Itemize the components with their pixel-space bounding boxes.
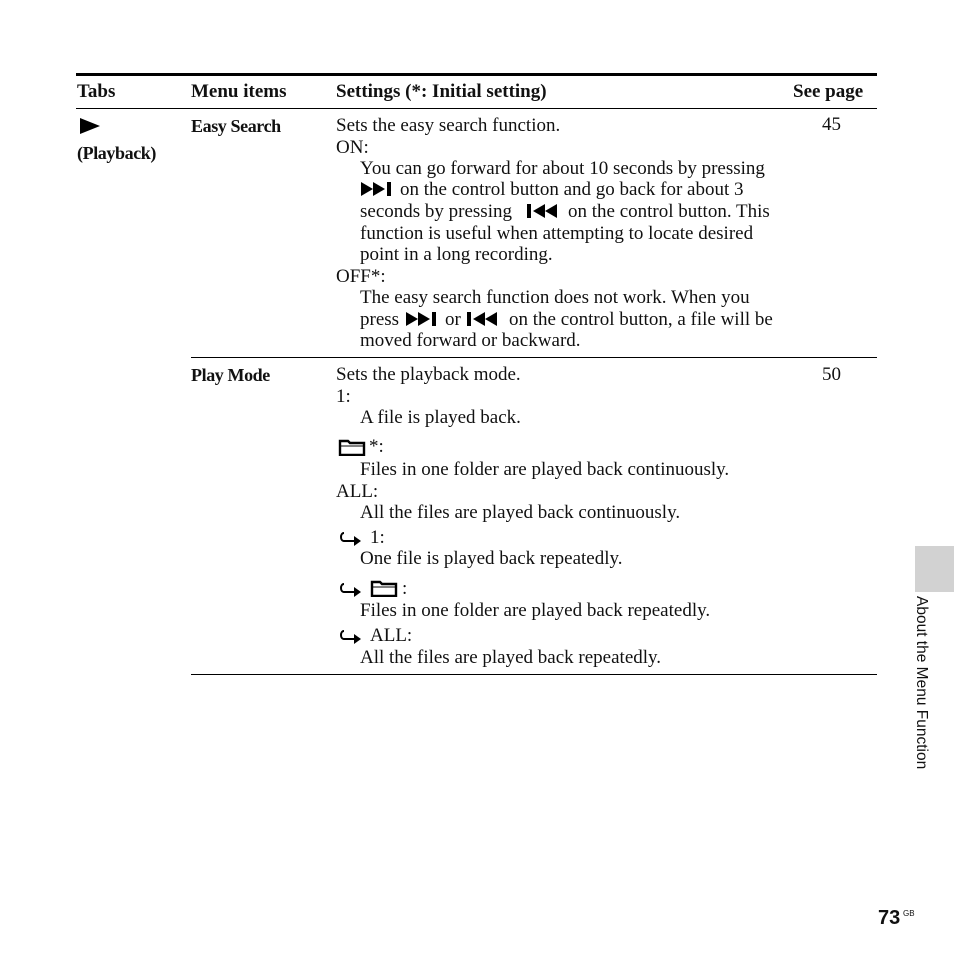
- easy-search-on-line-3b: on the control button. This: [568, 201, 770, 222]
- header-bottom-rule: [76, 108, 877, 109]
- menu-item-play-mode: Play Mode: [191, 365, 270, 385]
- header-settings: Settings (*: Initial setting): [336, 81, 547, 102]
- page-number: 73: [878, 907, 901, 929]
- easy-search-on-line-3a: seconds by pressing: [360, 201, 512, 222]
- tab-label-playback: (Playback): [77, 143, 156, 163]
- row-divider-rule: [191, 357, 877, 358]
- play-mode-option-label: ALL:: [370, 625, 413, 646]
- previous-track-icon: [467, 312, 501, 326]
- easy-search-on-label: ON:: [336, 137, 369, 158]
- easy-search-off-line-1: The easy search function does not work. When you: [360, 287, 750, 308]
- play-mode-option-desc: All the files are played back continuously.: [360, 502, 681, 523]
- play-mode-option-label: ALL:: [336, 481, 379, 502]
- section-tab-label: About the Menu Function: [913, 596, 930, 770]
- repeat-icon: [339, 629, 363, 645]
- play-mode-option-desc: Files in one folder are played back repeatedly.: [360, 600, 711, 621]
- play-mode-option-desc: Files in one folder are played back continuously.: [360, 459, 730, 480]
- repeat-icon: [339, 531, 363, 547]
- table-top-rule: [76, 73, 877, 76]
- header-see-page: See page: [793, 81, 864, 102]
- see-page-easy-search: 45: [822, 114, 841, 135]
- header-menu-items: Menu items: [191, 81, 287, 102]
- folder-icon: [338, 438, 366, 456]
- easy-search-off-label: OFF*:: [336, 266, 386, 287]
- page-number-suffix: GB: [903, 909, 915, 918]
- easy-search-off-line-2a: press: [360, 309, 400, 330]
- play-mode-intro: Sets the playback mode.: [336, 364, 521, 385]
- easy-search-on-line-1: You can go forward for about 10 seconds by pressing: [360, 158, 765, 179]
- table-bottom-rule: [191, 674, 877, 675]
- play-mode-option-label: *:: [369, 436, 384, 457]
- easy-search-on-line-2: on the control button and go back for about 3: [400, 179, 744, 200]
- easy-search-off-line-3: moved forward or backward.: [360, 330, 581, 351]
- section-tab-marker: [915, 546, 954, 592]
- play-mode-option-desc: All the files are played back repeatedly.: [360, 647, 662, 668]
- next-track-icon: [361, 182, 395, 196]
- play-triangle-icon: [79, 117, 101, 135]
- next-track-icon: [406, 312, 440, 326]
- easy-search-on-line-5: point in a long recording.: [360, 244, 553, 265]
- header-tabs: Tabs: [77, 81, 116, 102]
- see-page-play-mode: 50: [822, 364, 841, 385]
- play-mode-option-label: 1:: [336, 386, 351, 407]
- easy-search-on-line-4: function is useful when attempting to locate desired: [360, 223, 754, 244]
- folder-icon: [370, 579, 398, 597]
- play-mode-option-desc: A file is played back.: [360, 407, 521, 428]
- easy-search-off-line-2b: or: [445, 309, 461, 330]
- play-mode-option-desc: One file is played back repeatedly.: [360, 548, 623, 569]
- repeat-icon: [339, 582, 363, 598]
- previous-track-icon: [527, 204, 561, 218]
- play-mode-option-label: :: [402, 578, 408, 599]
- easy-search-intro: Sets the easy search function.: [336, 115, 561, 136]
- menu-item-easy-search: Easy Search: [191, 116, 281, 136]
- play-mode-option-label: 1:: [370, 527, 385, 548]
- easy-search-off-line-2c: on the control button, a file will be: [509, 309, 773, 330]
